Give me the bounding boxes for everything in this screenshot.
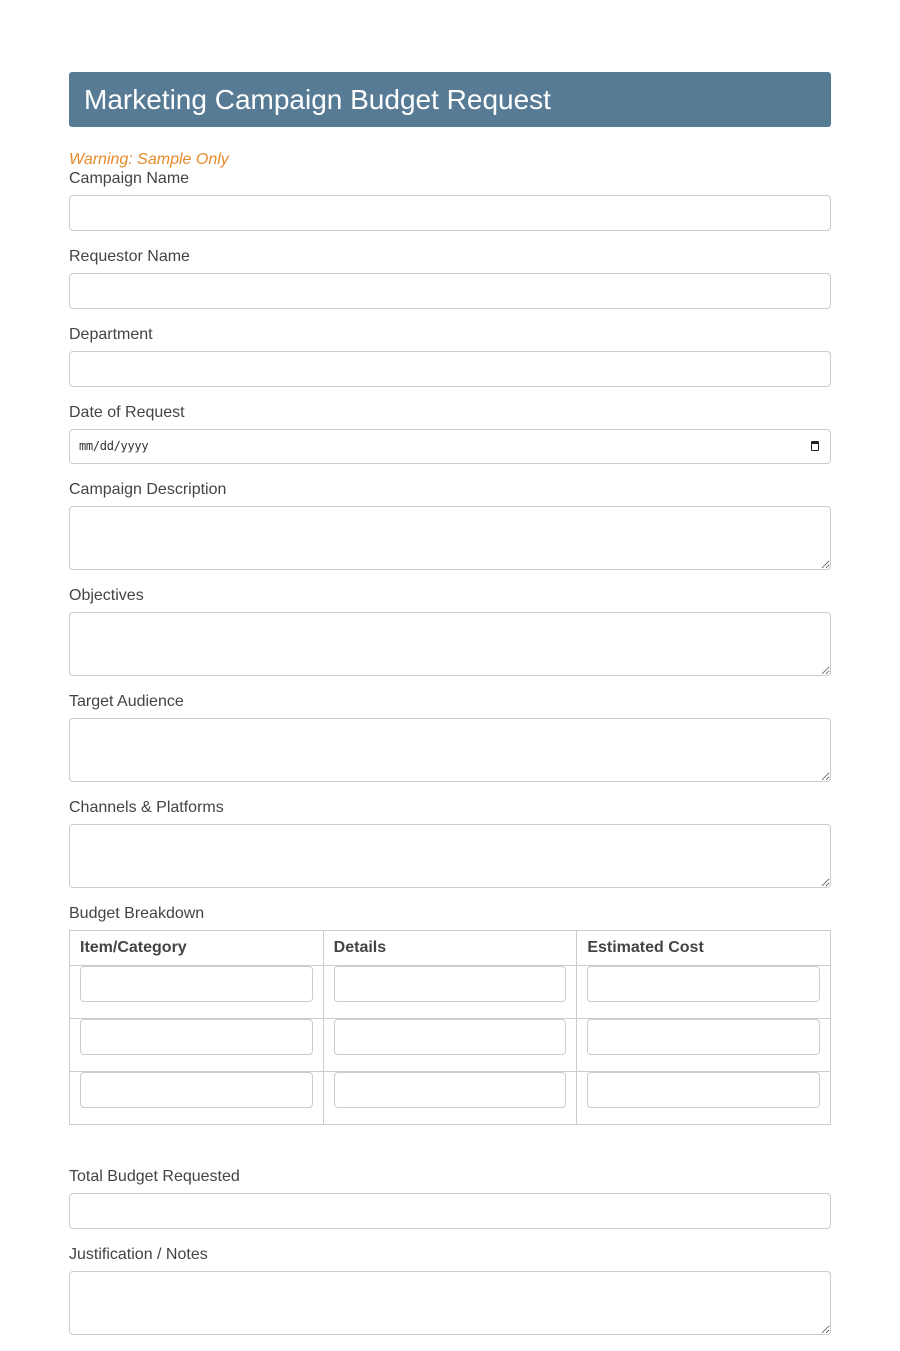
objectives-label: Objectives (69, 587, 144, 604)
details-input[interactable] (334, 966, 567, 1002)
column-header: Details (323, 931, 577, 966)
cost-input[interactable] (587, 966, 820, 1002)
table-row (70, 966, 831, 1019)
total-label: Total Budget Requested (69, 1168, 240, 1185)
department-label: Department (69, 326, 153, 343)
campaign-name-input[interactable] (69, 195, 831, 231)
table-row (70, 1072, 831, 1125)
date-label: Date of Request (69, 404, 185, 421)
column-header: Estimated Cost (577, 931, 831, 966)
warning-text: Warning: Sample Only (69, 151, 229, 168)
date-input[interactable] (69, 429, 831, 464)
notes-label: Justification / Notes (69, 1246, 208, 1263)
budget-form (69, 72, 831, 1351)
requestor-name-input[interactable] (69, 273, 831, 309)
item-input[interactable] (80, 966, 313, 1002)
table-row (70, 1019, 831, 1072)
requestor-name-label: Requestor Name (69, 248, 190, 265)
campaign-name-label: Campaign Name (69, 170, 190, 187)
date-placeholder: mm/dd/yyyy (79, 439, 149, 453)
item-input[interactable] (80, 1072, 313, 1108)
description-textarea[interactable] (69, 506, 831, 570)
column-header: Item/Category (70, 931, 324, 966)
cost-input[interactable] (587, 1019, 820, 1055)
calendar-icon[interactable] (811, 441, 819, 451)
department-input[interactable] (69, 351, 831, 387)
cost-input[interactable] (587, 1072, 820, 1108)
table-header-row (70, 931, 831, 966)
channels-textarea[interactable] (69, 824, 831, 888)
budget-table (69, 930, 831, 1125)
details-input[interactable] (334, 1072, 567, 1108)
details-input[interactable] (334, 1019, 567, 1055)
budget-label: Budget Breakdown (69, 905, 205, 922)
audience-textarea[interactable] (69, 718, 831, 782)
notes-textarea[interactable] (69, 1271, 831, 1335)
description-label: Campaign Description (69, 481, 227, 498)
audience-label: Target Audience (69, 693, 184, 710)
total-input[interactable] (69, 1193, 831, 1229)
page-title: Marketing Campaign Budget Request (69, 72, 831, 127)
item-input[interactable] (80, 1019, 313, 1055)
objectives-textarea[interactable] (69, 612, 831, 676)
channels-label: Channels & Platforms (69, 799, 224, 816)
